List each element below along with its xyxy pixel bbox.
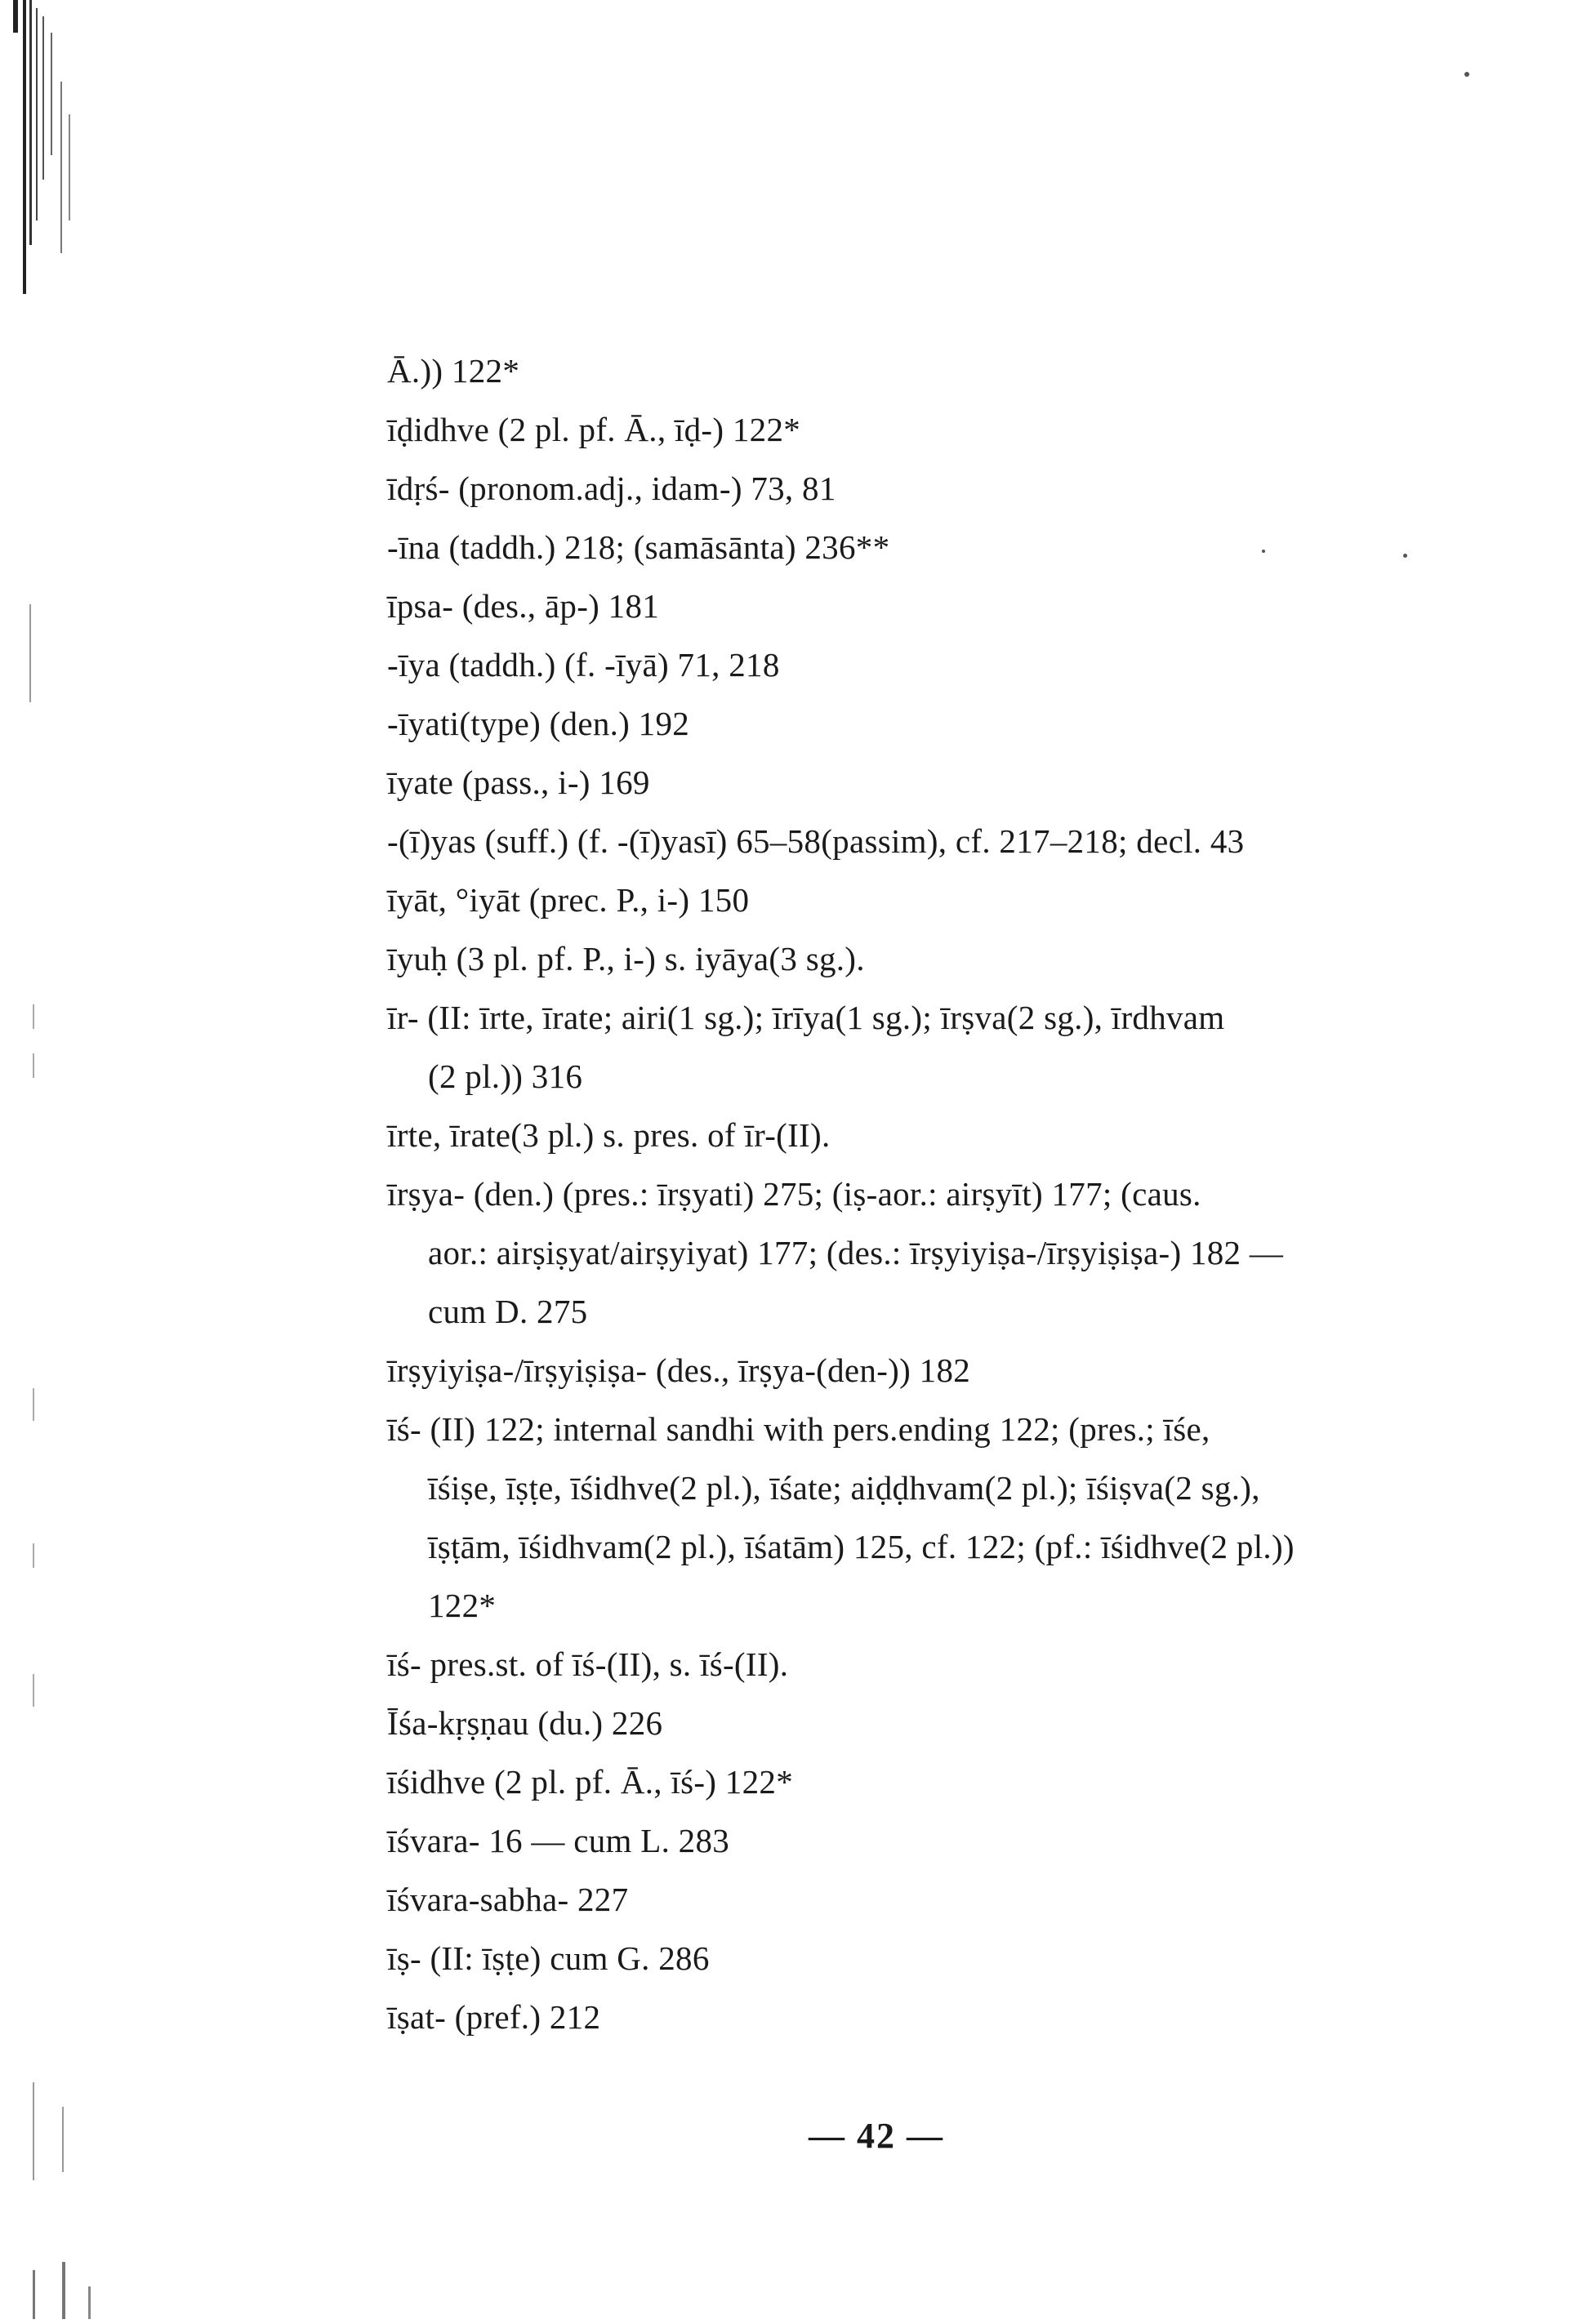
entry-line: -īya (taddh.) (f. -īyā) 71, 218 xyxy=(387,646,780,683)
index-entry xyxy=(387,870,1449,929)
index-entry xyxy=(387,988,1449,1106)
entry-line: īdṛś- (pronom.adj., idam-) 73, 81 xyxy=(387,470,836,507)
entry-line: -īna (taddh.) 218; (samāsānta) 236** xyxy=(387,528,890,566)
entry-line: īrte, īrate(3 pl.) s. pres. of īr-(II). xyxy=(387,1116,831,1154)
entry-line: īpsa- (des., āp-) 181 xyxy=(387,587,660,625)
entry-continuation-line: 122* xyxy=(428,1587,497,1624)
index-entry xyxy=(387,518,1449,577)
entry-line: īśvara- 16 — cum L. 283 xyxy=(387,1822,730,1859)
entry-line: -īyati(type) (den.) 192 xyxy=(387,705,690,742)
entry-line: īśvara-sabha- 227 xyxy=(387,1881,629,1918)
entry-line: īyāt, °iyāt (prec. P., i-) 150 xyxy=(387,881,750,919)
index-entry xyxy=(387,400,1449,459)
index-entry xyxy=(387,694,1449,753)
scan-binding-edge xyxy=(0,0,106,2324)
entry-line: Ā.)) 122* xyxy=(387,352,520,390)
index-entry xyxy=(387,929,1449,988)
page-number: — 42 — xyxy=(809,2116,944,2156)
index-entry xyxy=(387,1694,1449,1752)
index-entry xyxy=(387,635,1449,694)
index-entry xyxy=(387,1929,1449,1988)
entry-line: īṣ- (II: īṣṭe) cum G. 286 xyxy=(387,1939,710,1977)
entry-line: īḍidhve (2 pl. pf. Ā., īḍ-) 122* xyxy=(387,411,801,448)
index-entry xyxy=(387,1988,1449,2046)
index-entry xyxy=(387,341,1449,400)
entry-continuation-line: aor.: airṣiṣyat/airṣyiyat) 177; (des.: īrṣyiyiṣa-/īrṣyiṣiṣa-) 182 — xyxy=(428,1234,1284,1271)
entry-line: īrṣya- (den.) (pres.: īrṣyati) 275; (iṣ-aor.: airṣyīt) 177; (caus. xyxy=(387,1175,1201,1213)
speck xyxy=(1464,72,1469,77)
entry-line: īyate (pass., i-) 169 xyxy=(387,764,650,801)
entry-line: Īśa-kṛṣṇau (du.) 226 xyxy=(387,1704,663,1742)
entry-continuation-line: cum D. 275 xyxy=(428,1293,588,1330)
index-entry xyxy=(387,1635,1449,1694)
index-entry xyxy=(387,577,1449,635)
index-entry xyxy=(387,1106,1449,1164)
index-entry xyxy=(387,1752,1449,1811)
entry-continuation-line: īśiṣe, īṣṭe, īśidhve(2 pl.), īśate; aiḍḍhvam(2 pl.); īśiṣva(2 sg.), xyxy=(428,1469,1260,1507)
index-entry xyxy=(387,753,1449,812)
entry-line: īrṣyiyiṣa-/īrṣyiṣiṣa- (des., īrṣya-(den-)) 182 xyxy=(387,1351,971,1389)
entry-line: īś- pres.st. of īś-(II), s. īś-(II). xyxy=(387,1645,789,1683)
index-entry xyxy=(387,459,1449,518)
index-entry xyxy=(387,1341,1449,1400)
entry-line: īśidhve (2 pl. pf. Ā., īś-) 122* xyxy=(387,1763,793,1801)
entry-line: īr- (II: īrte, īrate; airi(1 sg.); īrīya(1 sg.); īrṣva(2 sg.), īrdhvam xyxy=(387,999,1225,1036)
index-entry xyxy=(387,1164,1449,1341)
entry-continuation-line: īṣṭām, īśidhvam(2 pl.), īśatām) 125, cf. 122; (pf.: īśidhve(2 pl.)) xyxy=(428,1528,1295,1565)
entry-line: īś- (II) 122; internal sandhi with pers.ending 122; (pres.; īśe, xyxy=(387,1410,1210,1448)
entry-line: -(ī)yas (suff.) (f. -(ī)yasī) 65–58(passim), cf. 217–218; decl. 43 xyxy=(387,822,1245,860)
index-entry xyxy=(387,1811,1449,1870)
entry-line: īyuḥ (3 pl. pf. P., i-) s. iyāya(3 sg.). xyxy=(387,940,865,977)
index-entry xyxy=(387,812,1449,870)
index-entries xyxy=(387,341,1449,2046)
index-entry xyxy=(387,1400,1449,1635)
entry-continuation-line: (2 pl.)) 316 xyxy=(428,1057,583,1095)
index-entry xyxy=(387,1870,1449,1929)
entry-line: īṣat- (pref.) 212 xyxy=(387,1998,601,2036)
